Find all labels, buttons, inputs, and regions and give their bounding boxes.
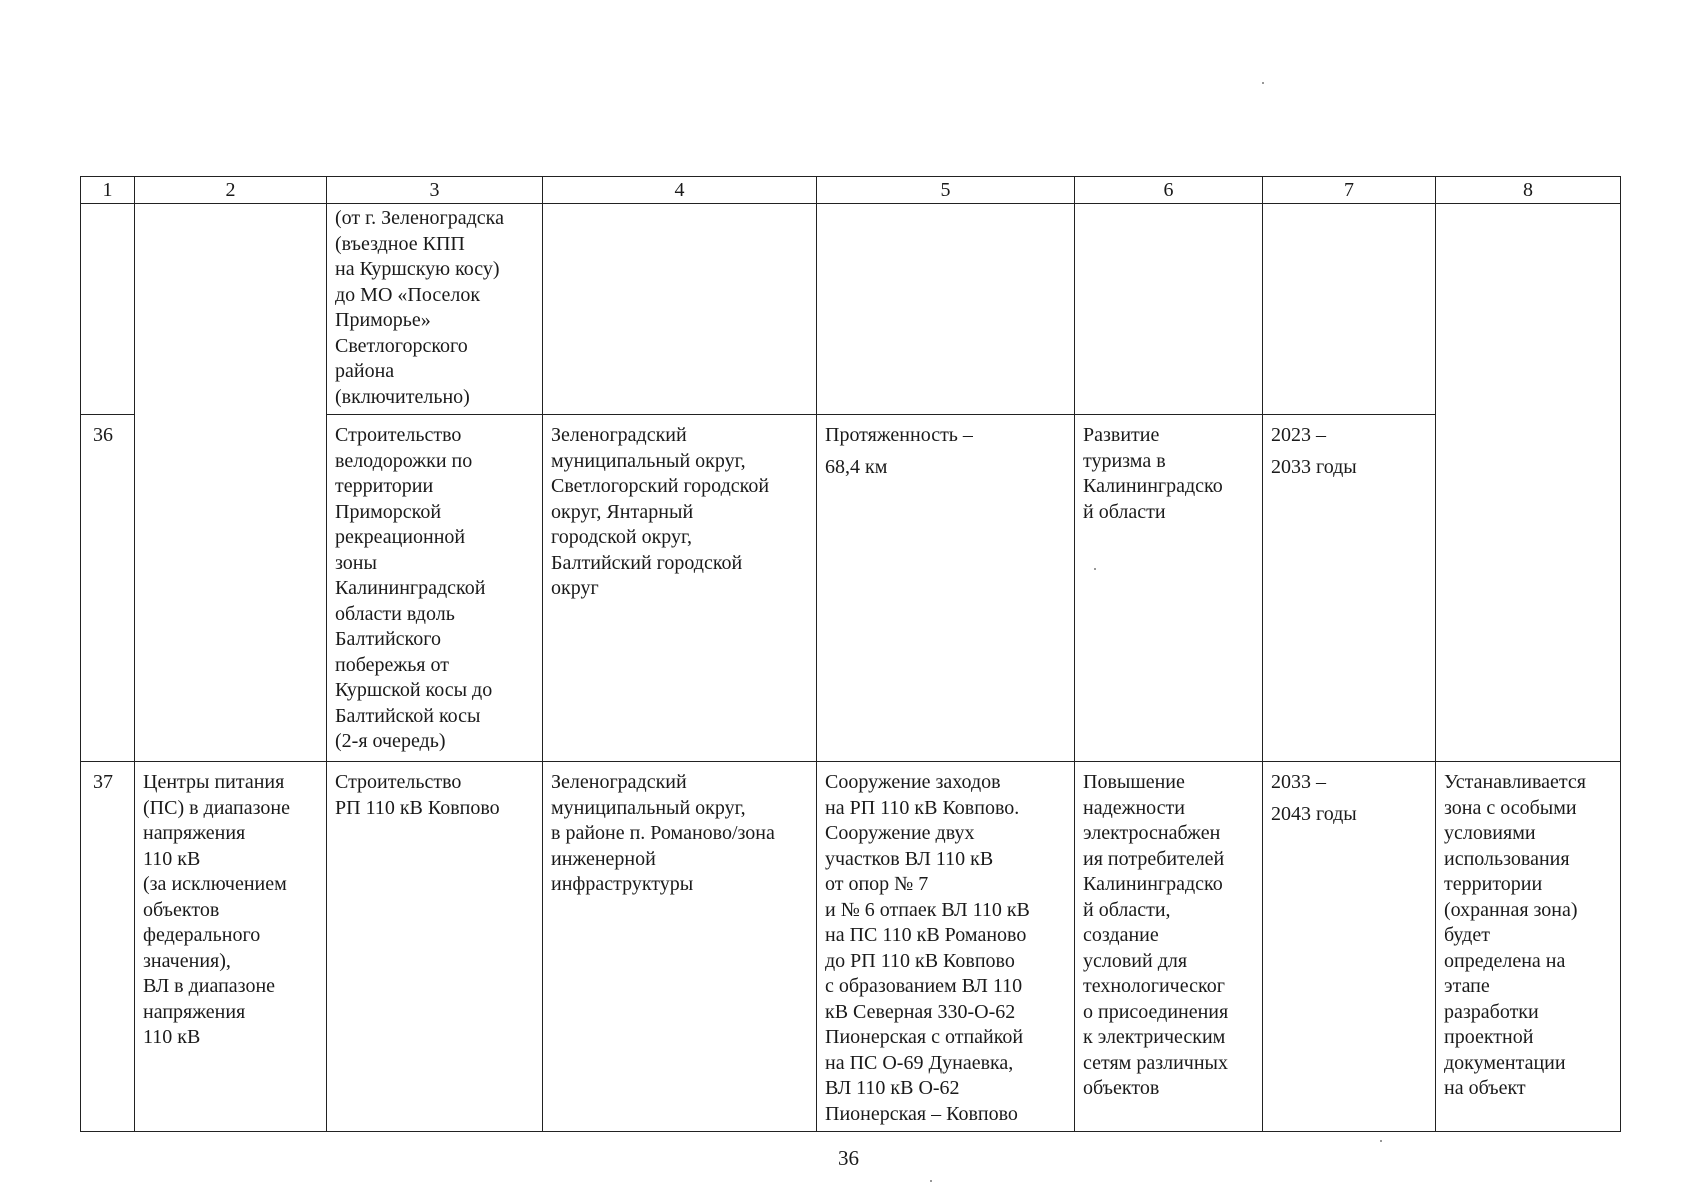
object-name-cell: Строительство РП 110 кВ Ковпово: [327, 762, 543, 1132]
column-header-3: 3: [327, 177, 543, 204]
row-number-cell: [81, 204, 135, 415]
row-number-cell: 37: [81, 762, 135, 1132]
scan-speck: [930, 1180, 932, 1182]
column-header-4: 4: [543, 177, 817, 204]
purpose-cell: [1075, 204, 1263, 415]
object-type-cell: Центры питания (ПС) в диапазоне напряжения 110 кВ (за исключением объектов федерального значения), ВЛ в диапазоне напряжения 110 кВ: [135, 762, 327, 1132]
object-type-cell: [135, 204, 327, 762]
column-header-8: 8: [1436, 177, 1621, 204]
period-start: 2023 –: [1271, 424, 1326, 446]
period-end: 2043 годы: [1271, 802, 1357, 825]
column-number-row: [81, 177, 1621, 204]
period-cell: [1263, 204, 1436, 415]
zone-cell: [1436, 204, 1621, 762]
purpose-cell: Развитие туризма в Калининградско й области: [1075, 415, 1263, 762]
column-header-2: 2: [135, 177, 327, 204]
scan-speck: [1380, 1140, 1382, 1142]
location-cell: Зеленоградский муниципальный округ, Светлогорский городской округ, Янтарный городской округ, Балтийский городской округ: [543, 415, 817, 762]
purpose-cell: Повышение надежности электроснабжен ия потребителей Калининградско й области, создание условий для технологическог о присоединения к электрическим сетям различных объектов: [1075, 762, 1263, 1132]
scan-speck: [1094, 568, 1096, 570]
characteristics-cell: Сооружение заходов на РП 110 кВ Ковпово. Сооружение двух участков ВЛ 110 кВ от опор № 7 и № 6 отпаек ВЛ 110 кВ на ПС 110 кВ Романово до РП 110 кВ Ковпово с образованием ВЛ 110 кВ Северная 330-О-62 Пионерская с отпайкой на ПС О-69 Дунаевка, ВЛ 110 кВ О-62 Пионерская – Ковпово: [817, 762, 1075, 1132]
column-header-7: 7: [1263, 177, 1436, 204]
period-end: 2033 годы: [1271, 455, 1357, 478]
object-name-cell: Строительство велодорожки по территории Приморской рекреационной зоны Калининградской области вдоль Балтийского побережья от Куршской косы до Балтийской косы (2-я очередь): [327, 415, 543, 762]
column-header-1: 1: [81, 177, 135, 204]
period-cell: [1263, 762, 1436, 1132]
characteristics-cell: [817, 204, 1075, 415]
scan-speck: [1262, 82, 1264, 84]
table-row-continuation: [81, 204, 1621, 415]
object-name-cell: (от г. Зеленоградска (въездное КПП на Куршскую косу) до МО «Поселок Приморье» Светлогорского района (включительно): [327, 204, 543, 415]
location-cell: Зеленоградский муниципальный округ, в районе п. Романово/зона инженерной инфраструктуры: [543, 762, 817, 1132]
characteristics-cell: [817, 415, 1075, 762]
length-label: Протяженность –: [825, 424, 973, 446]
planning-table: [80, 176, 1621, 1132]
column-header-6: 6: [1075, 177, 1263, 204]
row-number-cell: 36: [81, 415, 135, 762]
period-start: 2033 –: [1271, 771, 1326, 793]
zone-cell: Устанавливается зона с особыми условиями использования территории (охранная зона) будет определена на этапе разработки проектной документации на объект: [1436, 762, 1621, 1132]
period-cell: [1263, 415, 1436, 762]
location-cell: [543, 204, 817, 415]
page-number: 36: [838, 1146, 859, 1170]
table-row-37: [81, 762, 1621, 1132]
column-header-5: 5: [817, 177, 1075, 204]
length-value: 68,4 км: [825, 455, 888, 478]
